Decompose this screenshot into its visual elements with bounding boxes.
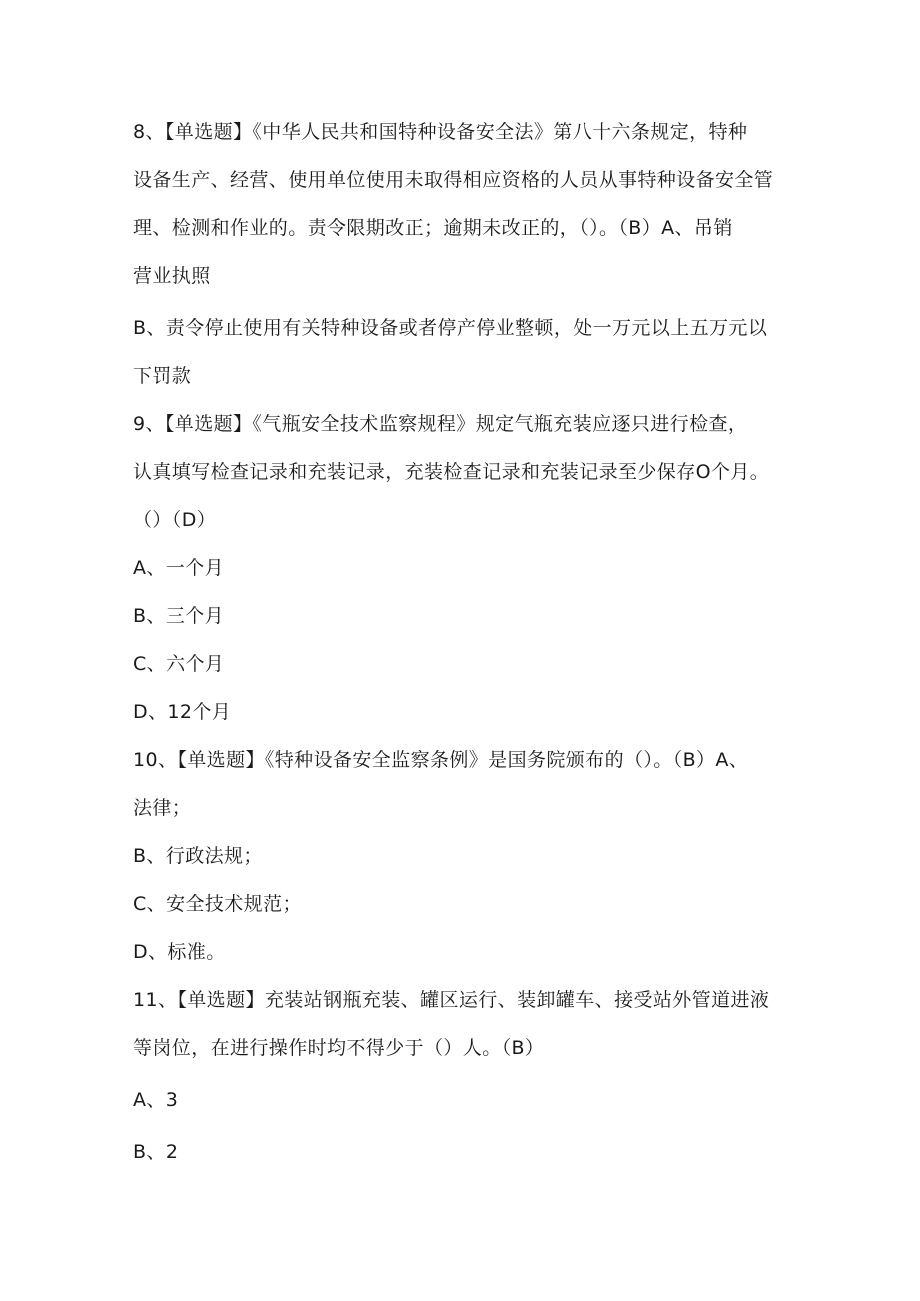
q8-line-4: 营业执照 [133,265,211,287]
q9-option-a: A、一个月 [133,557,224,579]
q8-line-1: 8、【单选题】《中华人民共和国特种设备安全法》第八十六条规定，特种 [133,121,748,143]
q9-line-1: 9、【单选题】《气瓶安全技术监察规程》规定气瓶充装应逐只进行检查， [133,413,748,435]
q11-option-a: A、3 [133,1089,179,1111]
q11-option-b: B、2 [133,1141,179,1163]
q10-line-1: 10、【单选题】《特种设备安全监察条例》是国务院颁布的（）。（B）A、 [133,749,749,771]
q11-line-2: 等岗位，在进行操作时均不得少于（）人。（B） [133,1037,545,1059]
q9-option-d: D、12个月 [133,701,232,723]
q10-option-c: C、安全技术规范； [133,893,302,915]
q8-option-b-line-1: B、责令停止使用有关特种设备或者停产停业整顿，处一万元以上五万元以 [133,317,768,339]
q9-option-c: C、六个月 [133,653,225,675]
q8-line-3: 理、检测和作业的。责令限期改正；逾期未改正的，（）。（B）A、吊销 [133,217,733,239]
q10-option-d: D、标准。 [133,941,226,963]
q11-line-1: 11、【单选题】充装站钢瓶充装、罐区运行、装卸罐车、接受站外管道进液 [133,989,770,1011]
q9-option-b: B、三个月 [133,605,225,627]
q9-answer: （）（D） [133,509,217,531]
q8-line-2: 设备生产、经营、使用单位使用未取得相应资格的人员从事特种设备安全管 [133,169,774,191]
q10-option-b: B、行政法规； [133,845,263,867]
q8-option-b-line-2: 下罚款 [133,365,192,387]
q9-line-2: 认真填写检查记录和充装记录，充装检查记录和充装记录至少保存O个月。 [133,461,770,483]
q10-line-2: 法律； [133,797,192,819]
